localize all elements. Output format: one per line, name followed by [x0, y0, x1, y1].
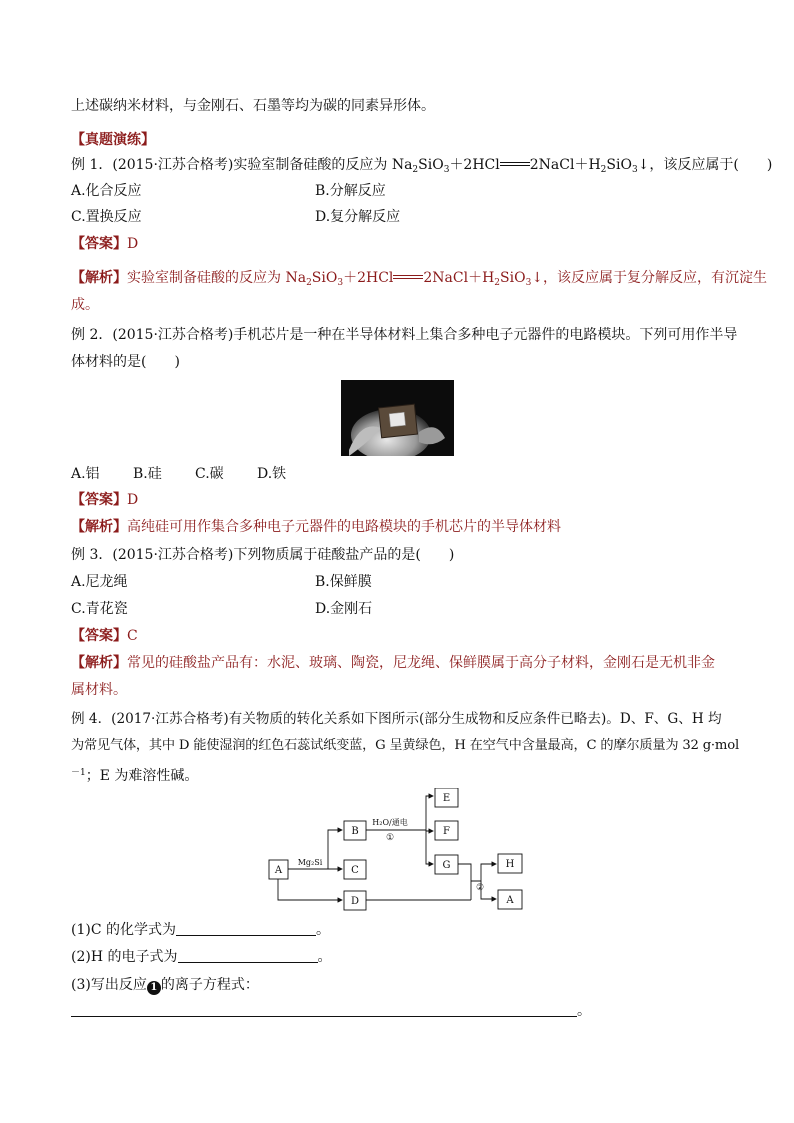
conversion-diagram	[266, 788, 528, 913]
q4-sub3-blank[interactable]	[71, 1002, 577, 1017]
q4-sub2-period: 。	[317, 949, 332, 965]
label-reaction-1: ①	[385, 833, 395, 843]
q4-sub1-text: (1)C 的化学式为	[71, 922, 176, 938]
q4-sub2-text: (2)H 的电子式为	[71, 949, 178, 965]
q3-option-a: A.尼龙绳	[71, 574, 128, 590]
q1-stem-text: 例 1．(2015·江苏合格考)实验室制备硅酸的反应为	[71, 157, 392, 173]
node-f: F	[443, 826, 450, 837]
chip-photo	[341, 380, 454, 456]
q4-sub3-period: 。	[577, 1003, 591, 1019]
q1-answer-label: 【答案】	[71, 236, 127, 252]
q4-stem-line3	[71, 763, 198, 786]
q2-option-b: B.硅	[133, 466, 162, 482]
q1-option-a: A.化合反应	[71, 183, 142, 199]
q4-stem-line1: 例 4．(2017·江苏合格考)有关物质的转化关系如下图所示(部分生成物和反应条件已略去)。D、F、G、H 均	[71, 711, 722, 727]
q1-analysis-tail: ，该反应属于复分解反应，有沉淀生	[543, 270, 768, 286]
q3-option-d: D.金刚石	[315, 601, 373, 617]
q1-option-b: B.分解反应	[315, 183, 386, 199]
q3-analysis-text: 常见的硅酸盐产品有：水泥、玻璃、陶瓷，尼龙绳、保鲜膜属于高分子材料，金刚石是无机非金	[127, 655, 715, 671]
node-h: H	[505, 859, 515, 870]
q1-analysis-text: 实验室制备硅酸的反应为	[127, 270, 286, 286]
q4-sub1-period: 。	[316, 922, 330, 938]
q4-sub3-tail: 的离子方程式：	[160, 977, 259, 993]
q2-option-c: C.碳	[195, 466, 224, 482]
node-g: G	[442, 860, 451, 871]
q4-sub3-answer-line	[71, 1001, 591, 1021]
q2-answer-value: D	[127, 492, 139, 508]
reaction-1-circled-marker: 1	[147, 981, 161, 995]
q1-option-c: C.置换反应	[71, 209, 142, 225]
q4-sub3	[71, 975, 259, 995]
q2-analysis-text: 高纯硅可用作集合多种电子元器件的电路模块的手机芯片的半导体材料	[127, 519, 561, 535]
q3-answer-label: 【答案】	[71, 628, 127, 644]
q4-stem-line2: 为常见气体，其中 D 能使湿润的红色石蕊试纸变蓝，G 呈黄绿色，H 在空气中含量最高，C 的摩尔质量为 32 g·mol	[71, 738, 739, 753]
intro-text: 上述碳纳米材料，与金刚石、石墨等均为碳的同素异形体。	[71, 98, 435, 114]
q1-analysis-cont: 成。	[71, 297, 99, 313]
q4-stem-tail: ；E 为难溶性碱。	[85, 768, 199, 784]
q3-answer	[71, 626, 138, 646]
q1-answer	[71, 234, 138, 254]
q4-sub1-blank[interactable]	[176, 921, 316, 936]
node-a-end: A	[506, 895, 514, 906]
q4-sub2-blank[interactable]	[178, 948, 318, 963]
q2-option-a: A.铝	[71, 466, 100, 482]
q1-answer-value: D	[127, 236, 139, 252]
q1-stem-tail: ，该反应属于( )	[649, 157, 773, 173]
label-reaction-2: ②	[475, 883, 485, 893]
q2-answer	[71, 490, 138, 510]
node-d: D	[350, 896, 360, 907]
q3-answer-value: C	[127, 628, 138, 644]
q2-analysis	[71, 517, 561, 537]
q1-analysis-label: 【解析】	[71, 270, 127, 286]
q4-sub1	[71, 920, 330, 940]
q3-analysis	[71, 653, 715, 673]
q1-stem	[71, 155, 772, 180]
q1-option-d: D.复分解反应	[315, 209, 401, 225]
q2-answer-label: 【答案】	[71, 492, 127, 508]
q1-equation: $Na_2SiO_3+2HCl$ $2NaCl+H_2SiO_3↓$	[391, 157, 650, 175]
q4-unit-exponent: －1	[71, 768, 86, 778]
node-e: E	[442, 793, 451, 804]
q3-stem: 例 3．(2015·江苏合格考)下列物质属于硅酸盐产品的是( )	[71, 547, 455, 563]
q1-analysis	[71, 268, 767, 293]
node-c: C	[351, 865, 359, 876]
q4-sub3-text: (3)写出反应	[71, 977, 147, 993]
label-h2o-electrolysis: H₂O/通电	[372, 818, 408, 827]
section-label: 【真题演练】	[71, 132, 155, 148]
q4-sub2	[71, 947, 332, 967]
q1-analysis-equation: $Na_2SiO_3+2HCl$ $2NaCl+H_2SiO_3↓$	[285, 270, 544, 288]
node-a-start: A	[274, 865, 283, 876]
q3-analysis-label: 【解析】	[71, 655, 127, 671]
q3-option-b: B.保鲜膜	[315, 574, 372, 590]
q2-stem-line1: 例 2．(2015·江苏合格考)手机芯片是一种在半导体材料上集合多种电子元器件的电路模块。下列可用作半导	[71, 327, 738, 343]
q3-option-c: C.青花瓷	[71, 601, 128, 617]
q3-analysis-cont: 属材料。	[71, 682, 127, 698]
q2-analysis-label: 【解析】	[71, 519, 127, 535]
node-b: B	[351, 826, 359, 837]
q2-stem-line2: 体材料的是( )	[71, 354, 180, 370]
label-mg2si: Mg₂Si	[297, 858, 323, 867]
q2-option-d: D.铁	[257, 466, 287, 482]
